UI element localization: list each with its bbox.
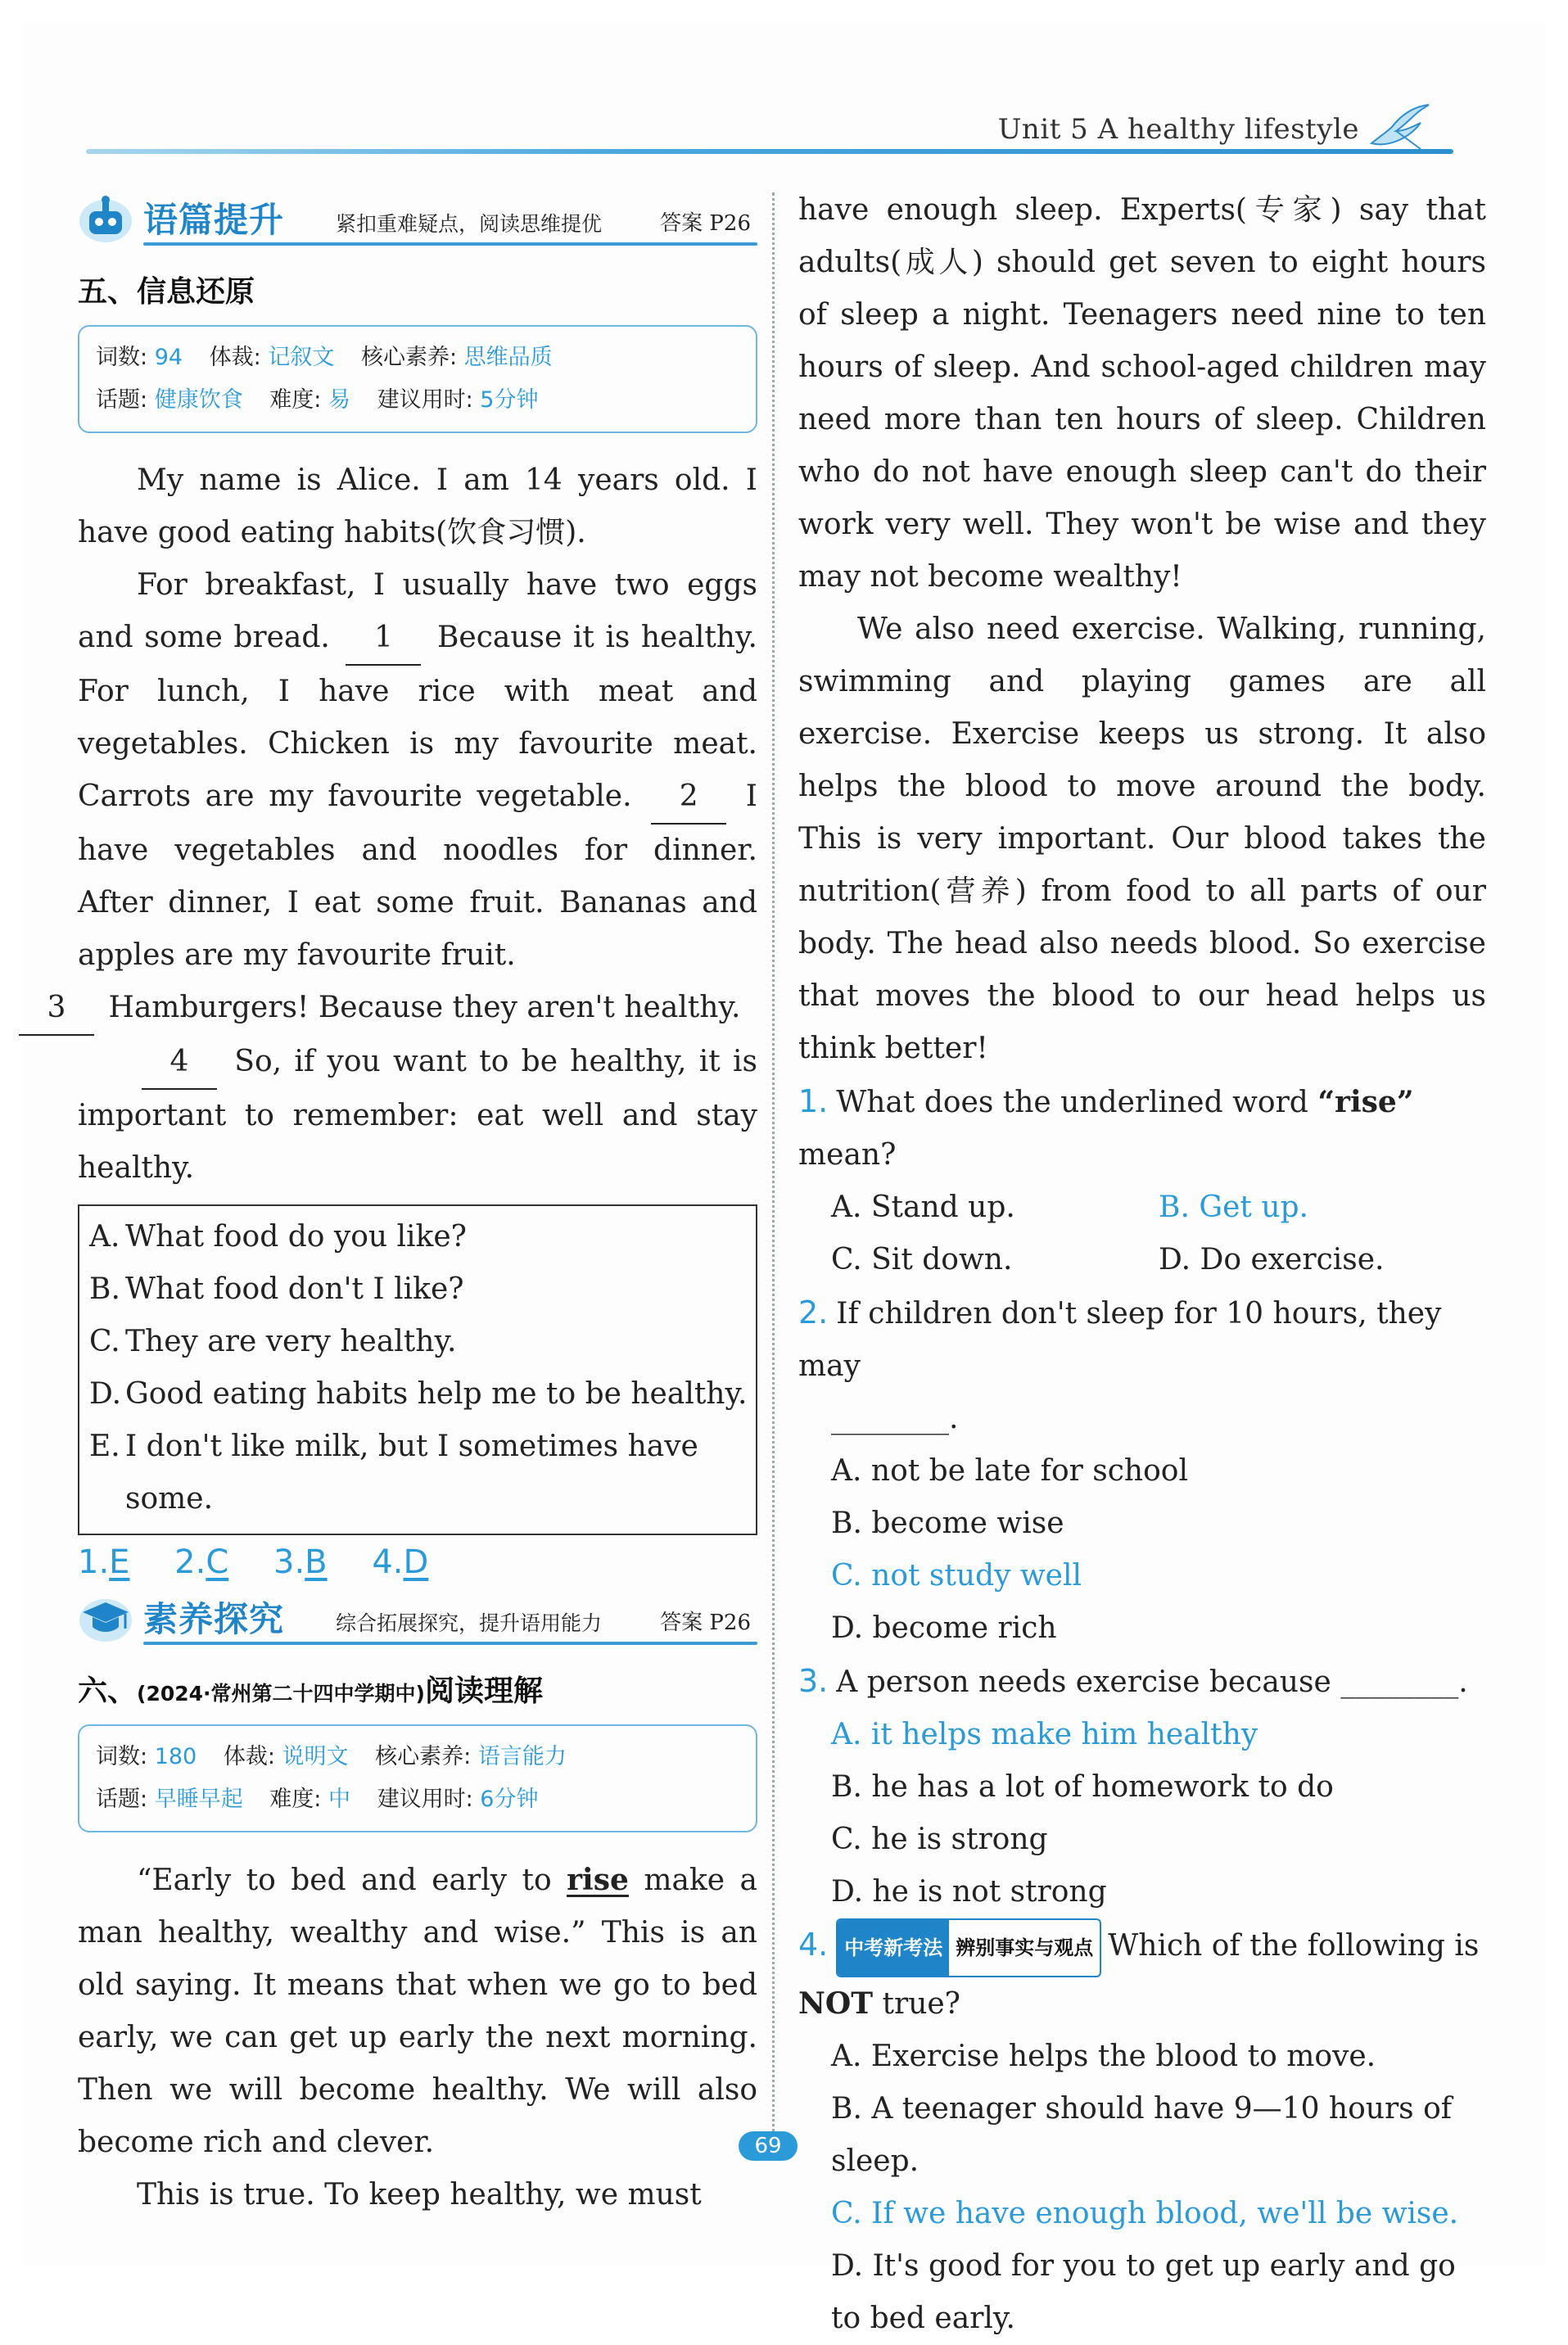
section-header-2 <box>78 1588 757 1651</box>
blank-2[interactable]: 2 <box>651 770 726 825</box>
choice-a[interactable]: A. not be late for school <box>831 1454 1188 1488</box>
genre: 记叙文 <box>268 345 335 370</box>
word-count: 180 <box>154 1744 197 1769</box>
blank-3[interactable]: 3 <box>19 982 94 1036</box>
page-number: 69 <box>739 2131 798 2161</box>
info-box: 词数: 94 体裁: 记叙文 核心素养: 思维品质 话题: 健康饮食 难度: 易 建议用时: 5分钟 <box>78 325 757 433</box>
choice-row <box>798 1182 1486 1234</box>
option-item: C. They are very healthy. <box>89 1325 457 1358</box>
core-literacy: 思维品质 <box>463 345 553 370</box>
section-title: 语篇提升 <box>143 200 285 240</box>
bird-decoration-icon <box>1363 98 1437 156</box>
choice-d[interactable]: D. It's good for you to get up early and go to bed early. <box>831 2249 1456 2335</box>
choice-c[interactable]: C. Sit down. <box>831 1243 1013 1276</box>
answer-key: 1.E 2.C 3.B 4.D <box>78 1543 429 1581</box>
suggested-time: 5分钟 <box>480 387 539 413</box>
part-heading: 六、(2024·常州第二十四中学期中)阅读理解 <box>78 1674 543 1708</box>
question-4: 4. 中考新考法 辨别事实与观点 Which of the following is NOT true? <box>798 1918 1486 2031</box>
answer-reference: 答案 P26 <box>660 1611 751 1635</box>
answer-blank[interactable]: ________. <box>831 1402 959 1435</box>
column-separator <box>772 192 775 2157</box>
passage-paragraph: 4 So, if you want to be healthy, it is important to remember: eat well and stay healthy. <box>78 1036 757 1195</box>
passage-paragraph: have enough sleep. Experts(专家) say that adults(成人) should get seven to eight hours of sleep a night. Teenagers need nine to ten hours of sleep. And school-aged children may need more than ten hours of sleep. Children who do not have enough sleep can't do their work very well. They won't be wise and they may not become wealthy! <box>798 193 1486 594</box>
question-2: 2. If children don't sleep for 10 hours, they may <box>798 1294 1442 1383</box>
choice-d[interactable]: D. he is not strong <box>831 1875 1107 1909</box>
choice-c[interactable]: C. not study well <box>831 1559 1082 1593</box>
section-title: 素养探究 <box>143 1599 285 1639</box>
underlined-word: rise <box>567 1863 629 1897</box>
section-subtitle: 综合拓展探究，提升语用能力 <box>336 1611 603 1635</box>
choice-c[interactable]: C. If we have enough blood, we'll be wise. <box>831 2197 1459 2230</box>
difficulty: 中 <box>328 1787 350 1812</box>
choice-d[interactable]: D. become rich <box>831 1611 1057 1645</box>
difficulty: 易 <box>328 387 350 413</box>
choice-c[interactable]: C. he is strong <box>831 1823 1048 1856</box>
section-rule <box>143 1642 757 1645</box>
choice-b[interactable]: B. he has a lot of homework to do <box>831 1770 1334 1804</box>
passage-paragraph: For breakfast, I usually have two eggs and some bread. 1 Because it is healthy. For lunch, I have rice with meat and vegetables. Chicken is my favourite meat. Carrots are my favourite vegetable. 2 I have vegetables and noodles for dinner. After dinner, I eat some fruit. Bananas and apples are my favourite fruit. 3 Hamburgers! Because they aren't healthy. <box>78 559 757 1036</box>
choice-a[interactable]: A. Stand up. <box>831 1191 1015 1224</box>
graduation-cap-icon <box>78 1593 133 1643</box>
header-rule <box>86 149 1453 154</box>
option-item: A. What food do you like? <box>89 1220 467 1254</box>
answer-blank[interactable]: ________. <box>1340 1665 1468 1699</box>
choice-b[interactable]: B. A teenager should have 9—10 hours of sleep. <box>831 2092 1453 2178</box>
choice-d[interactable]: D. Do exercise. <box>1159 1243 1385 1276</box>
section-rule <box>143 242 757 246</box>
exam-tag: 中考新考法 辨别事实与观点 <box>836 1918 1101 1977</box>
question-3: 3. A person needs exercise because ________. <box>798 1663 1468 1699</box>
word-count: 94 <box>154 345 183 370</box>
choice-a[interactable]: A. Exercise helps the blood to move. <box>831 2040 1376 2073</box>
blank-4[interactable]: 4 <box>142 1036 217 1090</box>
suggested-time: 6分钟 <box>480 1787 539 1812</box>
option-item: B. What food don't I like? <box>89 1272 464 1306</box>
choice-row <box>798 1234 1486 1286</box>
passage-paragraph: My name is Alice. I am 14 years old. I have good eating habits(饮食习惯). <box>78 463 757 549</box>
choice-b[interactable]: B. become wise <box>831 1507 1064 1540</box>
section-header-1 <box>78 188 757 252</box>
choice-b[interactable]: B. Get up. <box>1159 1191 1308 1224</box>
core-literacy: 语言能力 <box>477 1744 567 1769</box>
page-header <box>86 98 1462 164</box>
answer-reference: 答案 P26 <box>660 211 751 236</box>
question-1: 1. What does the underlined word “rise” mean? <box>798 1083 1414 1172</box>
topic: 早睡早起 <box>154 1787 243 1812</box>
left-column <box>47 188 758 2221</box>
option-item: D. Good eating habits help me to be healthy. <box>89 1377 748 1411</box>
right-column <box>798 184 1486 2345</box>
robot-icon <box>78 193 133 244</box>
passage-paragraph: This is true. To keep healthy, we must <box>137 2178 702 2212</box>
section-subtitle: 紧扣重难疑点，阅读思维提优 <box>336 212 603 236</box>
options-box <box>78 1204 757 1535</box>
info-box: 词数: 180 体裁: 说明文 核心素养: 语言能力 话题: 早睡早起 难度: 中 建议用时: 6分钟 <box>78 1724 757 1832</box>
passage-paragraph: We also need exercise. Walking, running, swimming and playing games are all exercise. Exercise keeps us strong. It also helps the blood to move around the body. This is very important. Our blood takes the nutrition(营养) from food to all parts of our body. The head also needs blood. So exercise that moves the blood to our head helps us think better! <box>798 612 1486 1065</box>
blank-1[interactable]: 1 <box>346 612 421 666</box>
passage-paragraph: “Early to bed and early to rise make a man healthy, wealthy and wise.” This is an old saying. It means that when we go to bed early, we can get up early the next morning. Then we will become healthy. We will also become rich and clever. <box>78 1863 758 2159</box>
unit-title: Unit 5 A healthy lifestyle <box>997 113 1359 146</box>
option-item: E. I don't like milk, but I sometimes have some. <box>89 1430 698 1516</box>
topic: 健康饮食 <box>154 387 243 413</box>
choice-a[interactable]: A. it helps make him healthy <box>831 1718 1258 1751</box>
part-heading: 五、信息还原 <box>78 275 255 309</box>
genre: 说明文 <box>282 1744 349 1769</box>
